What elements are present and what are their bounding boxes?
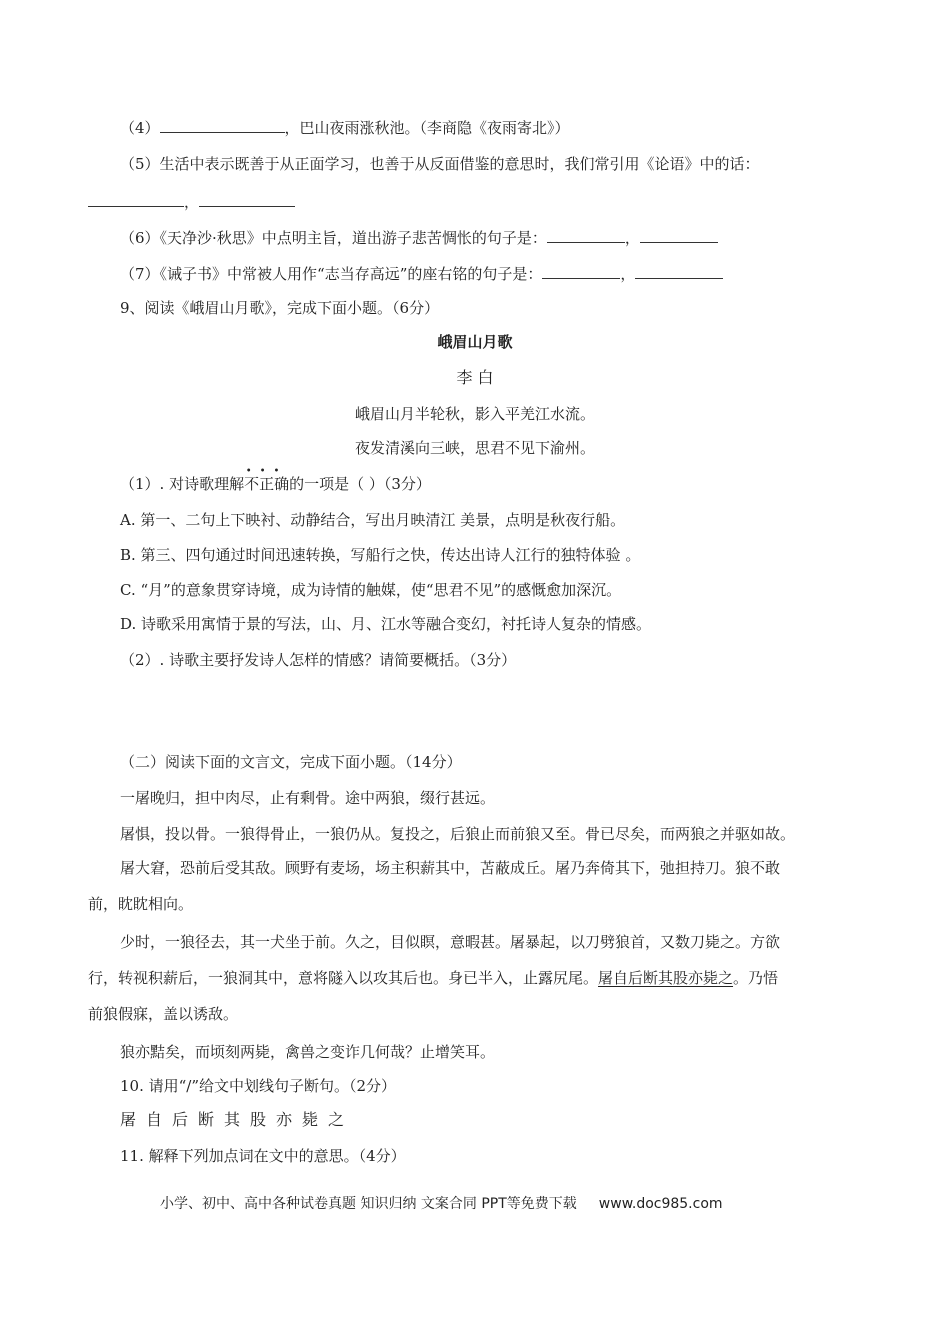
poem-line-1: 峨眉山月半轮秋，影入平羌江水流。 [354, 405, 595, 423]
poem-author: 李 白 [456, 368, 494, 387]
question-7 [120, 264, 723, 284]
q5-answer-blank-2[interactable] [199, 192, 295, 207]
footer-url[interactable]: www.doc985.com [598, 1196, 723, 1212]
q4-answer-blank[interactable] [160, 118, 285, 133]
passage-paragraph-2: 屠惧，投以骨。一狼得骨止，一狼仍从。复投之，后狼止而前狼又至。骨已尽矣，而两狼之并驱如故。 [120, 825, 796, 843]
question-5: （5）生活中表示既善于从正面学习，也善于从反面借鉴的意思时，我们常引用《论语》中的话： [120, 155, 760, 173]
passage-heading: （二）阅读下面的文言文，完成下面小题。（14分） [120, 753, 462, 771]
question-5-answer [88, 192, 295, 212]
q6-label: （6）《天净沙·秋思》中点明主旨，道出游子悲苦惆怅的句子是： [120, 229, 547, 247]
passage-paragraph-5: 狼亦黠矣，而顷刻两毙，禽兽之变诈几何哉？止增笑耳。 [120, 1043, 496, 1061]
passage-paragraph-3b: 前，眈眈相向。 [88, 895, 194, 913]
q9-sub1-emphasis-text: 不正确 [244, 475, 290, 493]
passage-paragraph-1: 一屠晚归，担中肉尽，止有剩骨。途中两狼，缀行甚远。 [120, 789, 496, 807]
q7-label: （7）《诫子书》中常被人用作“志当存高远”的座右铭的句子是： [120, 265, 543, 283]
q9-sub2: （2）. 诗歌主要抒发诗人怎样的情感？请简要概括。（3分） [120, 651, 517, 669]
q9-sub1-emphasis [244, 466, 290, 494]
q7-answer-blank-1[interactable] [542, 264, 620, 279]
q7-answer-blank-2[interactable] [635, 264, 723, 279]
q11-prompt: 11. 解释下列加点词在文中的意思。（4分） [120, 1147, 406, 1165]
question-6 [120, 228, 718, 248]
q6-answer-blank-1[interactable] [547, 228, 625, 243]
passage-paragraph-3a: 屠大窘，恐前后受其敌。顾野有麦场，场主积薪其中，苫蔽成丘。屠乃奔倚其下，弛担持刀。狼不敢 [120, 859, 781, 877]
q9-sub1-prefix: （1）. 对诗歌理解 [120, 475, 245, 493]
q9-option-a[interactable]: A. 第一、二句上下映衬、动静结合，写出月映清江 美景，点明是秋夜行船。 [120, 511, 626, 529]
q9-sub1 [120, 466, 431, 494]
footer [160, 1194, 723, 1214]
footer-text: 小学、初中、高中各种试卷真题 知识归纳 文案合同 PPT等免费下载 [160, 1196, 577, 1212]
q9-sub1-suffix: 的一项是（ ）（3分） [289, 475, 431, 493]
underlined-sentence: 屠自后断其股亦毙之 [598, 969, 734, 987]
q10-prompt: 10. 请用“/”给文中划线句子断句。（2分） [120, 1077, 397, 1095]
question-4 [120, 118, 570, 138]
passage-paragraph-4a: 少时，一狼径去，其一犬坐于前。久之，目似瞑，意暇甚。屠暴起，以刀劈狼首，又数刀毙之。方欲 [120, 933, 781, 951]
q9-intro: 9、阅读《峨眉山月歌》，完成下面小题。（6分） [120, 299, 440, 317]
q5-answer-blank-1[interactable] [88, 192, 184, 207]
q10-sentence[interactable]: 屠自后断其股亦毙之 [120, 1110, 355, 1129]
emphasis-dots: ••• [245, 466, 288, 477]
q4-label: （4） [120, 119, 160, 137]
q9-option-c[interactable]: C. “月”的意象贯穿诗境，成为诗情的触媒，使“思君不见”的感慨愈加深沉。 [120, 581, 622, 599]
passage-paragraph-4b [88, 968, 778, 988]
poem-title: 峨眉山月歌 [437, 333, 513, 351]
q7-comma: ， [620, 265, 636, 283]
q5-comma: ， [184, 193, 200, 211]
q9-option-b[interactable]: B. 第三、四句通过时间迅速转换，写船行之快，传达出诗人江行的独特体验 。 [120, 546, 641, 564]
p4b-pre: 行，转视积薪后，一狼洞其中，意将隧入以攻其后也。身已半入，止露尻尾。 [88, 969, 599, 987]
q6-answer-blank-2[interactable] [640, 228, 718, 243]
q6-comma: ， [624, 229, 640, 247]
poem-line-2: 夜发清溪向三峡，思君不见下渝州。 [354, 439, 595, 457]
passage-paragraph-4c: 前狼假寐，盖以诱敌。 [88, 1005, 239, 1023]
q4-tail: ，巴山夜雨涨秋池。（李商隐《夜雨寄北》） [284, 119, 570, 137]
q9-option-d[interactable]: D. 诗歌采用寓情于景的写法，山、月、江水等融合变幻，衬托诗人复杂的情感。 [120, 615, 652, 633]
p4b-post: 。乃悟 [733, 969, 779, 987]
